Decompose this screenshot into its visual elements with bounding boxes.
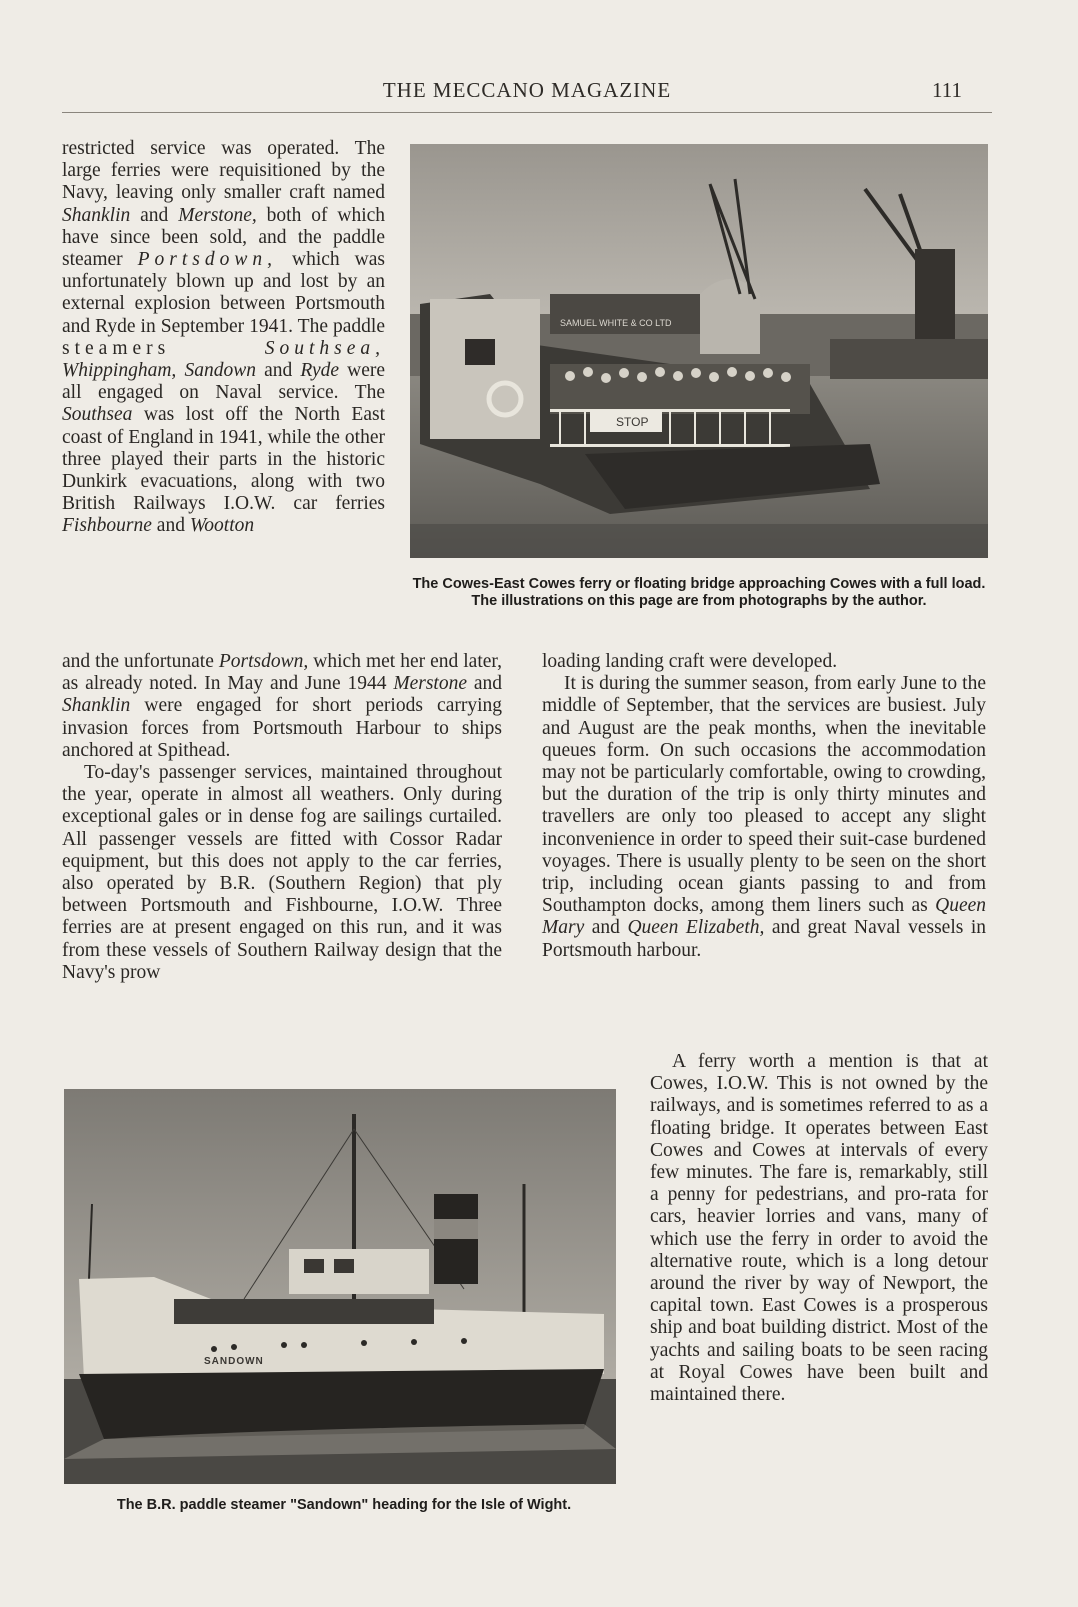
text-span: and bbox=[591, 917, 620, 939]
paragraph: To-day's passenger services, maintained throughout the year, operate in almost all weathers. Only during exceptional gales or in dense fog are sailings curtailed. All passenger vessels are fitted with Cossor Radar equipment, but this does not apply to the car ferries, also operated by B.R. (Southern Region) that ply between Portsmouth and Fishbourne, I.O.W. Three ferries are at present engaged on this run, and it was from these vessels of Southern Railway design that the Navy's prow bbox=[62, 762, 502, 983]
steamer-photo-illustration bbox=[64, 1089, 616, 1484]
text-span: were engaged for short periods carrying invasion forces from Portsmouth Harbour to ships anchored at Spithead. bbox=[62, 695, 503, 761]
ferry-photo-caption: The Cowes-East Cowes ferry or floating bridge approaching Cowes with a full load. The illustrations on this page are from photographs by the author. bbox=[412, 576, 986, 609]
ship-name: Whippingham, bbox=[62, 360, 177, 382]
ferry-photo-illustration bbox=[410, 144, 988, 558]
ship-name: Queen Mary bbox=[542, 895, 987, 939]
ferry-photo bbox=[410, 144, 988, 558]
paragraph: A ferry worth a mention is that at Cowes, I.O.W. This is not owned by the railways, and is sometimes referred to as a floating bridge. It operates between East Cowes and Cowes at intervals of every few minutes. The fare is, remarkably, still a penny for pedestrians, and pro-rata for cars, heavier lorries and vans, many of which use the ferry in order to avoid the alternative route, which is a long detour around the river by way of Newport, the capital town. East Cowes is a prosperous ship and boat building district. Most of the yachts and sailing boats to be seen racing at Royal Cowes have been built and maintained there. bbox=[650, 1051, 988, 1406]
ship-name: Merstone bbox=[393, 673, 468, 695]
building-sign-text: SAMUEL WHITE & CO LTD bbox=[560, 318, 672, 328]
ship-name: Shanklin bbox=[62, 695, 131, 717]
page-header bbox=[62, 78, 992, 113]
ship-name: Ryde bbox=[300, 360, 340, 382]
text-span: and bbox=[473, 673, 503, 695]
text-span: restricted service was operated. bbox=[62, 138, 340, 159]
ship-name: Southsea, bbox=[264, 337, 385, 359]
steamer-photo bbox=[64, 1089, 616, 1484]
article-column-left-bottom bbox=[62, 651, 502, 984]
text-span: steamers bbox=[62, 337, 171, 359]
article-column-right-top bbox=[542, 651, 986, 962]
stop-sign-text: STOP bbox=[616, 415, 649, 429]
text-span: and the unfortunate bbox=[62, 651, 214, 672]
article-column-right-bottom bbox=[650, 1051, 988, 1406]
text-span: and bbox=[140, 204, 169, 226]
text-span: both of which have since been sold, and the paddle steamer bbox=[62, 204, 386, 271]
steamer-photo-caption: The B.R. paddle steamer "Sandown" heading for the Isle of Wight. bbox=[116, 1497, 572, 1513]
ship-name: Portsdown, bbox=[137, 249, 278, 271]
ship-name: Queen Elizabeth, bbox=[627, 917, 765, 939]
article-column-left-top bbox=[62, 138, 385, 538]
paragraph: loading landing craft were developed. bbox=[542, 651, 838, 672]
text-span: The large ferries were requisitioned by the Navy, leaving only smaller craft named bbox=[62, 138, 385, 204]
ship-name: Sandown bbox=[184, 360, 256, 382]
ship-name: Southsea bbox=[62, 404, 133, 426]
text-span: and great Naval vessels in Portsmouth harbour. bbox=[542, 917, 987, 961]
text-span: was lost off the North East coast of England in 1941, while the other three played their parts in the historic Dunkirk evacuations, along with two British Railways I.O.W. car ferries bbox=[62, 404, 385, 515]
ship-name: Portsdown, bbox=[218, 651, 309, 672]
ship-name: Fishbourne bbox=[62, 515, 152, 537]
hull-name-text: SANDOWN bbox=[204, 1356, 264, 1367]
ship-name: Wootton bbox=[189, 515, 255, 537]
text-span: and bbox=[264, 360, 293, 382]
ship-name: Merstone, bbox=[178, 204, 257, 226]
text-span: which was unfortunately blown up and lost by an external explosion between Portsmouth and Ryde in September 1941. The paddle bbox=[62, 249, 386, 337]
magazine-title: THE MECCANO MAGAZINE bbox=[382, 78, 672, 102]
page-number: 111 bbox=[932, 78, 962, 102]
text-span: were all engaged on Naval service. The bbox=[62, 360, 386, 404]
ship-name: Shanklin bbox=[62, 204, 131, 226]
text-span: and bbox=[156, 515, 185, 537]
text-span: It is during the summer season, from early June to the middle of September, that the services are busiest. July and August are the peak months, when the inevitable queues form. On such occasions the accommodation may not be particularly comfortable, owing to crowding, but the duration of the trip is only thirty minutes and travellers are only too pleased to accept any slight inconvenience in order to speed their suit-case burdened voyages. There is usually plenty to be seen on the short trip, including ocean giants passing to and from Southampton docks, among them liners such as bbox=[542, 673, 986, 917]
text-span: which met her end later, as already noted. In May and June 1944 bbox=[62, 651, 503, 695]
